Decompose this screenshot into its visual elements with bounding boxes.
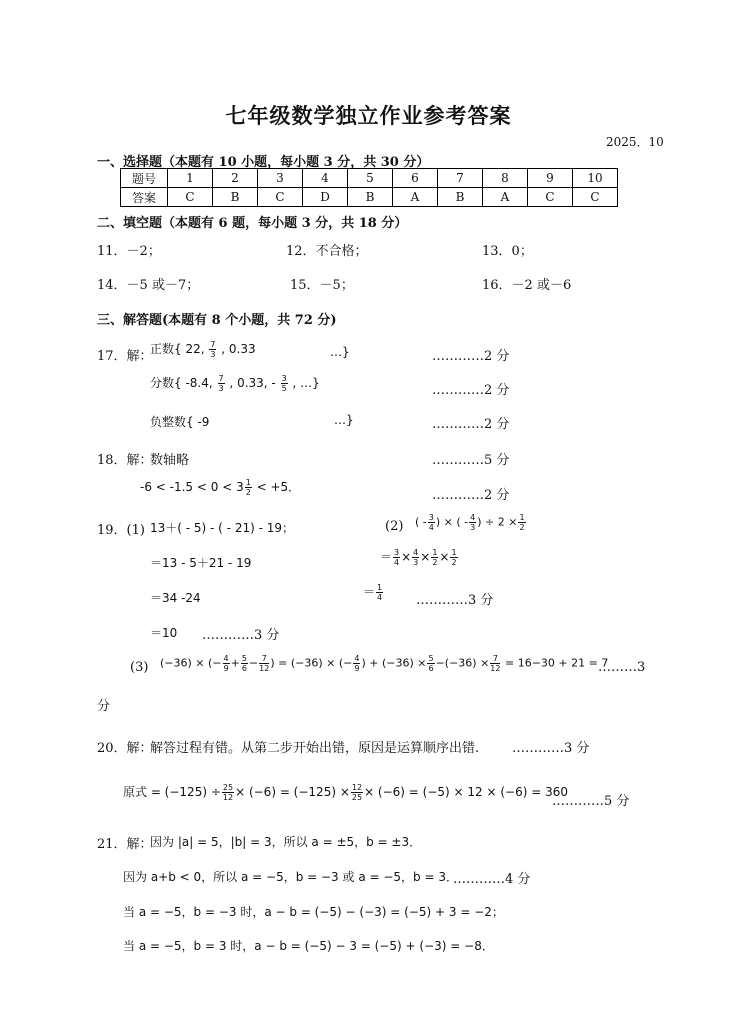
numerator: 1 — [377, 583, 383, 592]
numerator: 1 — [519, 513, 525, 522]
table-cell: B — [348, 188, 393, 207]
fraction — [245, 478, 252, 497]
expr-part: ) ÷ 2 × — [477, 515, 518, 529]
table-cell: 3 — [258, 169, 303, 188]
denominator: 3 — [413, 558, 419, 567]
q21-line1: 因为 |a| = 5，|b| = 3，所以 a = ±5，b = ±3． — [150, 835, 422, 849]
operator: + — [230, 656, 240, 670]
q20-text: 解答过程有错。从第二步开始出错，原因是运算顺序出错. — [150, 741, 480, 756]
q20-line2 — [123, 783, 568, 802]
table-cell: C — [168, 188, 213, 207]
fraction — [218, 374, 225, 393]
q19-p1-line1: 13＋( - 5) - ( - 21) - 19； — [150, 521, 295, 535]
q19-p3-label: (3) — [130, 660, 149, 675]
fraction — [412, 548, 419, 567]
answer-13: 13．0； — [482, 244, 533, 259]
fraction — [518, 513, 525, 532]
table-row — [121, 169, 618, 188]
q17-label: 17．解： — [97, 349, 153, 364]
q21-line3: 当 a = −5，b = −3 时，a − b = (−5) − (−3) = (−5) + 3 = −2； — [123, 905, 504, 919]
q19-label: 19．(1) — [97, 523, 145, 538]
score-mark: …………2 分 — [432, 488, 510, 503]
denominator: 25 — [351, 793, 363, 802]
numerator: 4 — [223, 654, 229, 663]
answer-14: 14．－5 或－7； — [97, 278, 200, 293]
answer-table — [120, 168, 618, 207]
q17-negative-int-set: 负整数{ -9 — [150, 415, 210, 429]
denominator: 2 — [451, 558, 457, 567]
q17-fraction-set — [150, 374, 320, 393]
expr-part: (−36) × (− — [160, 656, 222, 670]
denominator: 4 — [428, 523, 434, 532]
fraction — [450, 548, 457, 567]
q19-p1-line2: ＝13 - 5＋21 - 19 — [150, 556, 252, 570]
fraction — [469, 513, 476, 532]
section2-heading: 二、填空题（本题有 6 题，每小题 3 分，共 18 分） — [97, 216, 408, 231]
denominator: 12 — [259, 664, 270, 673]
table-cell: 5 — [348, 169, 393, 188]
score-mark: …………4 分 — [453, 872, 531, 887]
table-cell: 7 — [438, 169, 483, 188]
section1-heading: 一、选择题（本题有 10 小题，每小题 3 分，共 30 分） — [97, 155, 430, 170]
expr-part: 原式 = (−125) ÷ — [123, 785, 221, 799]
fraction — [427, 654, 434, 673]
denominator: 3 — [218, 384, 224, 393]
table-cell: A — [483, 188, 528, 207]
q21-line4: 当 a = −5，b = 3 时，a − b = (−5) − 3 = (−5) + (−3) = −8． — [123, 939, 494, 953]
score-mark: …………3 分 — [202, 628, 280, 643]
denominator: 9 — [354, 664, 360, 673]
q17-line1-rest: , 0.33 — [221, 342, 256, 356]
numerator: 25 — [222, 783, 234, 792]
fraction — [428, 513, 435, 532]
q17-positive-set — [150, 340, 256, 359]
fraction — [241, 654, 248, 673]
score-mark: …………3 分 — [416, 593, 494, 608]
expr-part: ) = (−36) × (− — [270, 656, 353, 670]
numerator: 3 — [281, 374, 287, 383]
q18-line1: 数轴略 — [150, 453, 190, 468]
score-mark: ………3 — [598, 660, 646, 675]
table-cell: D — [303, 188, 348, 207]
equals-sign: ＝ — [363, 585, 376, 599]
q18-line2 — [140, 478, 300, 497]
numerator: 12 — [351, 783, 363, 792]
numerator: 5 — [428, 654, 434, 663]
fraction — [490, 654, 500, 673]
fraction — [376, 583, 383, 602]
denominator: 4 — [377, 593, 383, 602]
q21-line2: 因为 a+b < 0，所以 a = −5，b = −3 或 a = −5，b = 3． — [123, 870, 458, 884]
denominator: 5 — [281, 384, 287, 393]
denominator: 12 — [222, 793, 234, 802]
table-cell: 2 — [213, 169, 258, 188]
denominator: 2 — [245, 488, 251, 497]
denominator: 3 — [210, 350, 216, 359]
expr-part: × (−6) = (−5) × 12 × (−6) = 360 — [364, 785, 568, 799]
score-mark: …………5 分 — [432, 453, 510, 468]
table-cell: C — [573, 188, 618, 207]
q17-line2-prefix: 分数{ -8.4, — [150, 376, 213, 390]
table-cell: 9 — [528, 169, 573, 188]
answer-11: 11．－2； — [97, 244, 161, 259]
expr-part: ) × ( - — [435, 515, 469, 529]
numerator: 3 — [428, 513, 434, 522]
q18-label: 18．解： — [97, 453, 153, 468]
fraction — [431, 548, 438, 567]
denominator: 4 — [394, 558, 400, 567]
q19-p2-line2: ＝ $\frac{3}{4}$ × $\frac{4}{3}$ × $\frac{1}{2}$ × $\frac{1}{2}$ — [380, 548, 457, 567]
score-mark: …………5 分 — [552, 794, 630, 809]
score-mark: …………2 分 — [432, 417, 510, 432]
q17-line1-prefix: 正数{ 22, — [150, 342, 205, 356]
q21-label: 21．解： — [97, 837, 153, 852]
score-mark: …………2 分 — [432, 349, 510, 364]
q17-line3-end: …} — [334, 413, 354, 427]
table-cell: A — [393, 188, 438, 207]
numerator: 5 — [241, 654, 247, 663]
q18-line2-prefix: -6 < -1.5 < 0 < 3 — [140, 480, 244, 494]
numerator: 7 — [210, 340, 216, 349]
table-cell: B — [213, 188, 258, 207]
fraction — [223, 654, 230, 673]
q18-line2-rest: < +5． — [256, 480, 301, 494]
section3-heading: 三、解答题(本题有 8 个小题，共 72 分) — [97, 313, 337, 328]
denominator: 2 — [432, 558, 438, 567]
q19-p2-line1 — [415, 513, 527, 532]
fraction — [259, 654, 269, 673]
denominator: 6 — [241, 664, 247, 673]
fraction — [281, 374, 288, 393]
numerator: 7 — [490, 654, 500, 664]
fraction — [209, 340, 216, 359]
q17-line2-end: , …} — [292, 376, 320, 390]
table-cell: C — [258, 188, 303, 207]
table-cell: C — [528, 188, 573, 207]
table-header-label: 题号 — [121, 169, 168, 188]
table-cell: 8 — [483, 169, 528, 188]
fraction — [393, 548, 400, 567]
denominator: 9 — [223, 664, 229, 673]
numerator: 1 — [245, 478, 251, 487]
document-date: 2025．10 — [606, 135, 664, 149]
table-cell: 1 — [168, 169, 213, 188]
table-cell: B — [438, 188, 483, 207]
fraction — [351, 783, 363, 802]
table-cell: 4 — [303, 169, 348, 188]
fraction — [222, 783, 234, 802]
expr-part: = 16−30 + 21 = 7 — [504, 656, 609, 670]
numerator: 7 — [259, 654, 269, 664]
numerator: 1 — [432, 548, 438, 557]
equals-sign: ＝ — [380, 550, 393, 564]
expr-part: ) + (−36) × — [361, 656, 427, 670]
answer-15: 15．－5； — [290, 278, 354, 293]
answer-16: 16．－2 或－6 — [482, 278, 572, 293]
table-row — [121, 188, 618, 207]
q20-label: 20．解： — [97, 741, 153, 756]
page-title: 七年级数学独立作业参考答案 — [225, 104, 512, 128]
q19-p1-line3: ＝34 -24 — [150, 591, 201, 605]
score-mark: …………3 分 — [512, 741, 590, 756]
denominator: 12 — [490, 664, 501, 673]
numerator: 7 — [218, 374, 224, 383]
table-cell: 10 — [573, 169, 618, 188]
q19-p2-line3 — [363, 583, 384, 602]
denominator: 3 — [470, 523, 476, 532]
numerator: 1 — [451, 548, 457, 557]
q19-p2-label: (2) — [385, 519, 404, 534]
denominator: 6 — [428, 664, 434, 673]
operator: − — [248, 656, 259, 670]
fraction — [353, 654, 360, 673]
q19-p1-line4: ＝10 — [150, 626, 178, 640]
numerator: 4 — [470, 513, 476, 522]
expr-part: −(−36) × — [435, 656, 490, 670]
expr-part: ( - — [415, 515, 427, 529]
q17-line2-mid: , 0.33, - — [229, 376, 276, 390]
numerator: 3 — [394, 548, 400, 557]
q17-line1-end: …} — [330, 345, 350, 359]
table-answer-label: 答案 — [121, 188, 168, 207]
score-mark-tail: 分 — [97, 699, 111, 714]
table-cell: 6 — [393, 169, 438, 188]
q19-p3-expression — [160, 654, 608, 673]
numerator: 4 — [413, 548, 419, 557]
answer-12: 12．不合格； — [286, 244, 368, 259]
expr-part: × (−6) = (−125) × — [235, 785, 350, 799]
denominator: 2 — [519, 523, 525, 532]
score-mark: …………2 分 — [432, 383, 510, 398]
numerator: 4 — [354, 654, 360, 663]
